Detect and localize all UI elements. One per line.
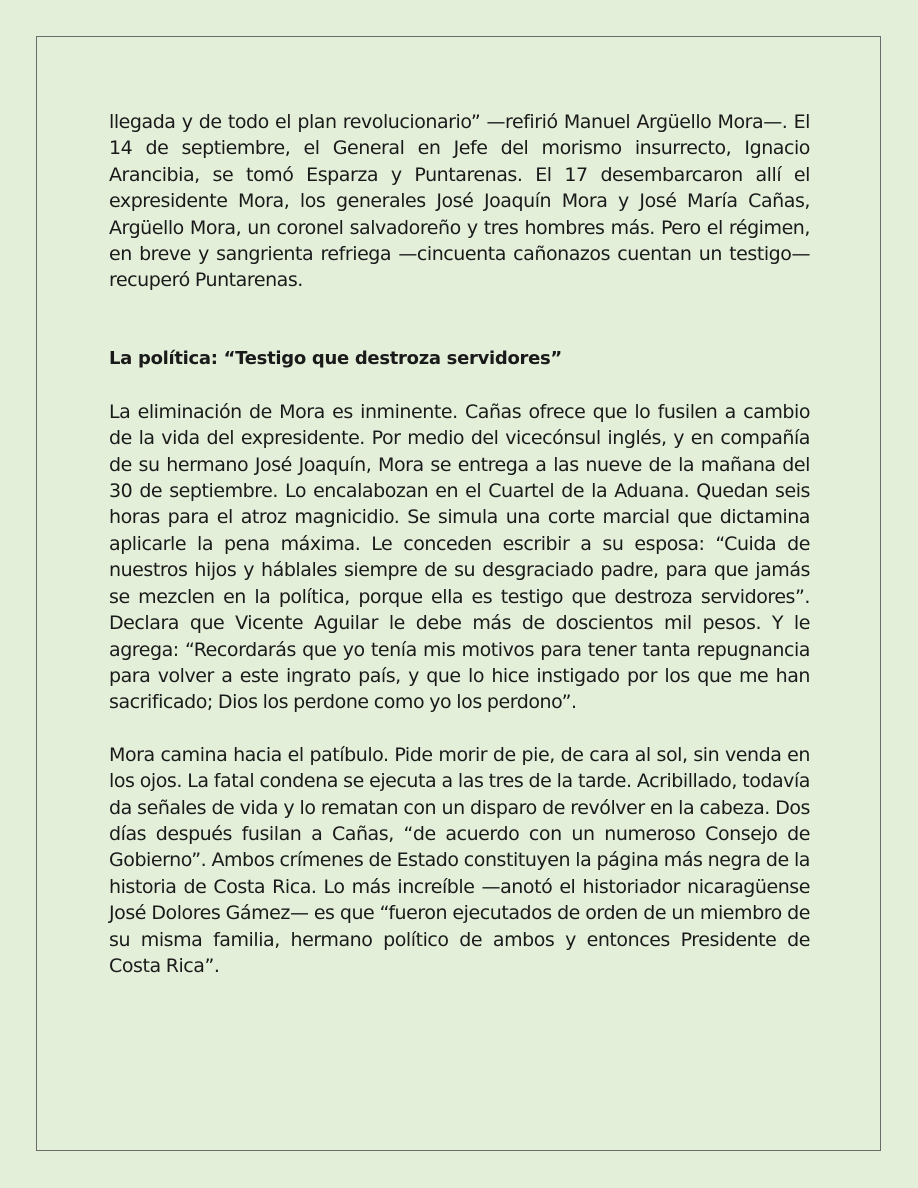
paragraph-execution: Mora camina hacia el patíbulo. Pide morir de pie, de cara al sol, sin venda en los ojos. La fatal condena se ejecuta a las tres de la tarde. Acribillado, todavía da señales de vida y lo rematan con un disparo de revólver en la cabeza. Dos días después fusilan a Cañas, “de acuerdo con un numeroso Consejo de Gobierno”. Ambos crímenes de Estado constituyen la página más negra de la historia de Costa Rica. Lo más increíble —anotó el historiador nicaragüense José Dolores Gámez— es que “fueron ejecutados de orden de un miembro de su misma familia, hermano político de ambos y entonces Presidente de Costa Rica”. [109,743,810,977]
section-spacer [109,294,810,346]
section-heading: La política: “Testigo que destroza servidores” [109,347,562,369]
paragraph-intro: llegada y de todo el plan revolucionario” —refirió Manuel Argüello Mora—. El 14 de septiembre, el General en Jefe del morismo insurrecto, Ignacio Arancibia, se tomó Esparza y Puntarenas. El 17 desembarcaron allí el expresidente Mora, los generales José Joaquín Mora y José María Cañas, Argüello Mora, un coronel salvadoreño y tres hombres más. Pero el régimen, en breve y sangrienta refriega —cincuenta cañonazos cuentan un testigo— recuperó Puntarenas. [109,111,810,292]
heading-spacer [109,372,810,399]
paragraph-spacer [109,716,810,742]
document-body [109,109,810,979]
paragraph-execution-preparation: La eliminación de Mora es inminente. Cañas ofrece que lo fusilen a cambio de la vida del expresidente. Por medio del vicecónsul inglés, y en compañía de su hermano José Joaquín, Mora se entrega a las nueve de la mañana del 30 de septiembre. Lo encalabozan en el Cuartel de la Aduana. Quedan seis horas para el atroz magnicidio. Se simula una corte marcial que dictamina aplicarle la pena máxima. Le conceden escribir a su esposa: “Cuida de nuestros hijos y háblales siempre de su desgraciado padre, para que jamás se mezclen en la política, porque ella es testigo que destroza servidores”. Declara que Vicente Aguilar le debe más de doscientos mil pesos. Y le agrega: “Recordarás que yo tenía mis motivos para tener tanta repugnancia para volver a este ingrato país, y que lo hice instigado por los que me han sacrificado; Dios los perdone como yo los perdono”. [109,400,810,714]
